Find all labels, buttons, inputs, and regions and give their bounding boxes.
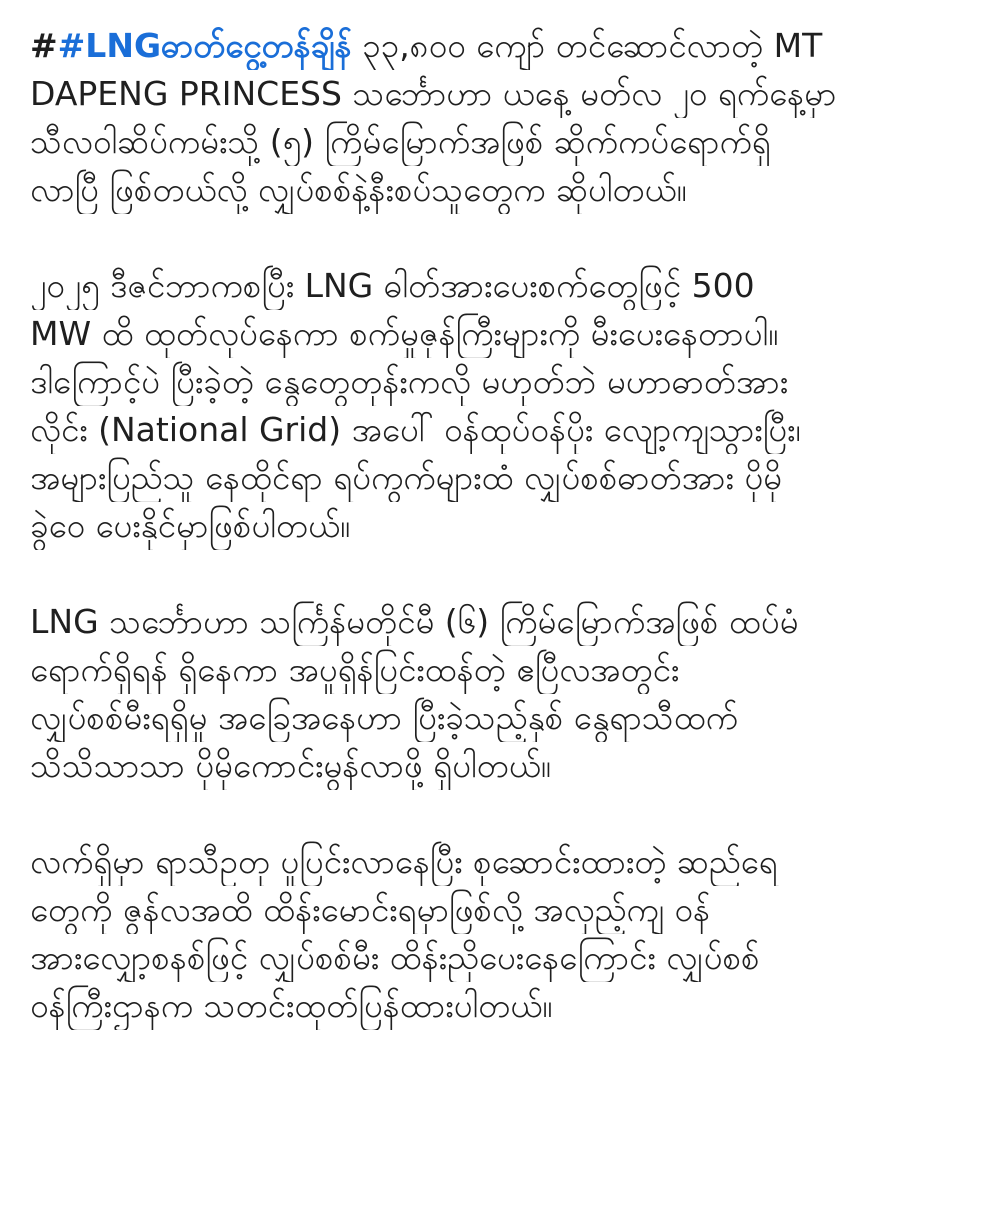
post-line: ၂၀၂၅ ဒီဇင်ဘာကစပြီး LNG ဓါတ်အားပေးစက်တွေဖြင့် 500 <box>30 266 755 305</box>
hashtag-prefix: # <box>30 26 58 65</box>
post-line: ရောက်ရှိရန် ရှိနေကာ အပူရှိန်ပြင်းထန်တဲ့ ဧပြီလအတွင်း <box>30 650 680 689</box>
post-line: LNG သင်္ဘောဟာ သင်္ကြန်မတိုင်မီ (၆) ကြိမ်မြောက်အဖြစ် ထပ်မံ <box>30 602 799 641</box>
post-line: လိုင်း (National Grid) အပေါ် ဝန်ထုပ်ဝန်ပိုး လျော့ကျသွားပြီး၊ <box>30 410 801 449</box>
post-paragraph <box>30 598 980 790</box>
hashtag-link[interactable]: #LNGဓာတ်ငွေ့တန်ချိန် <box>57 26 352 65</box>
post-line <box>30 22 980 70</box>
post-line: သိသိသာသာ ပိုမိုကောင်းမွန်လာဖို့ ရှိပါတယ်။ <box>30 746 551 785</box>
post-body <box>30 22 980 1030</box>
post-paragraph <box>30 838 980 1030</box>
post-line: MW ထိ ထုတ်လုပ်နေကာ စက်မှုဇုန်ကြီးများကို မီးပေးနေတာပါ။ <box>30 314 779 353</box>
post-paragraph <box>30 262 980 550</box>
post-line: DAPENG PRINCESS သင်္ဘောဟာ ယနေ့ မတ်လ ၂၀ ရက်နေ့မှာ <box>30 74 837 113</box>
post-line: ခွဲဝေ ပေးနိုင်မှာဖြစ်ပါတယ်။ <box>30 506 351 545</box>
post-line: ဒါကြောင့်ပဲ ပြီးခဲ့တဲ့ နွေတွေတုန်းကလို မဟုတ်ဘဲ မဟာဓာတ်အား <box>30 362 789 401</box>
post-line: တွေကို ဇွန်လအထိ ထိန်းမောင်းရမှာဖြစ်လို့ အလှည့်ကျ ဝန် <box>30 890 711 929</box>
post-line: အများပြည်သူ နေထိုင်ရာ ရပ်ကွက်များထံ လျှပ်စစ်ဓာတ်အား ပိုမို <box>30 458 783 497</box>
post-line: အားလျှော့စနစ်ဖြင့် လျှပ်စစ်မီး ထိန်းညှိပေးနေကြောင်း လျှပ်စစ် <box>30 938 760 977</box>
post-line: ဝန်ကြီးဌာနက သတင်းထုတ်ပြန်ထားပါတယ်။ <box>30 986 553 1025</box>
post-line: သီလဝါဆိပ်ကမ်းသို့ (၅) ကြိမ်မြောက်အဖြစ် ဆိုက်ကပ်ရောက်ရှိ <box>30 122 771 161</box>
post-paragraph <box>30 22 980 214</box>
post-line-text: ၃၃,၈၀၀ ကျော် တင်ဆောင်လာတဲ့ MT <box>351 26 823 65</box>
post-line: လက်ရှိမှာ ရာသီဥတု ပူပြင်းလာနေပြီး စုဆောင်းထားတဲ့ ဆည်ရေ <box>30 842 778 881</box>
post-line: လာပြီ ဖြစ်တယ်လို့ လျှပ်စစ်နဲ့နီးစပ်သူတွေက ဆိုပါတယ်။ <box>30 170 687 209</box>
post-line: လျှပ်စစ်မီးရရှိမှု အခြေအနေဟာ ပြီးခဲ့သည့်နှစ် နွေရာသီထက် <box>30 698 738 737</box>
